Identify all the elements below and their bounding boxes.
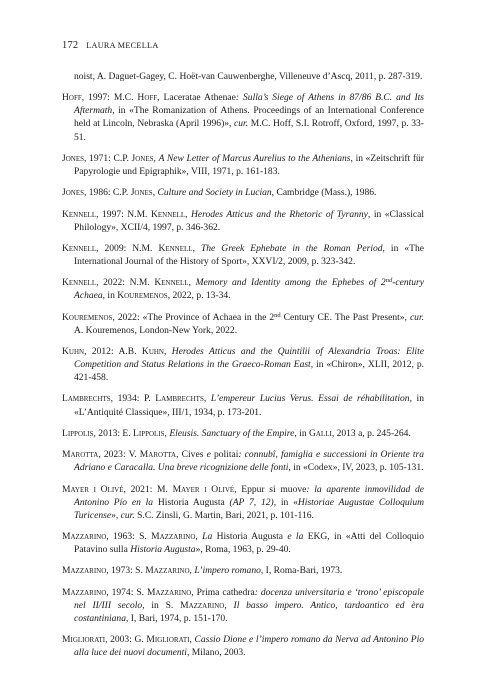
entry-text: : connubî, famiglia e successioni in Oriente tra Adriano e Caracalla. Una breve ricognizione delle fonti bbox=[74, 449, 424, 474]
entry-text: Mazzarino bbox=[62, 530, 107, 542]
entry-text: Lippolis bbox=[62, 427, 94, 439]
entry-text: , 1997: N.M. bbox=[96, 208, 151, 220]
running-header bbox=[62, 40, 159, 51]
entry-text: cur. bbox=[234, 118, 249, 130]
entry-text: A New Letter of Marcus Aurelius to the Athenians bbox=[158, 152, 351, 164]
entry-text: , 1934: P. bbox=[110, 393, 156, 405]
entry-text: politai bbox=[210, 449, 239, 461]
entry-text: », Roma, 1963, p. 29-40. bbox=[195, 544, 291, 556]
entry-text: EKG, in «Atti del Colloquio Patavino sulla bbox=[74, 530, 424, 556]
entry-text: Kennell bbox=[62, 208, 97, 220]
entry-text: , bbox=[224, 599, 234, 611]
entry-text: M.C. Hoff, S.I. Rotroff, Oxford, 1997, p. 33-51. bbox=[74, 118, 424, 143]
entry-text: : la aparente inmovilidad de Antonino Pío en la bbox=[74, 483, 425, 508]
entry-text: Historia Augusta bbox=[130, 544, 196, 556]
entry-text: Marotta bbox=[62, 449, 99, 461]
entry-text: S.C. Zinsli, G. Martin, Bari, 2021, p. 101-116. bbox=[134, 509, 314, 521]
entry-text: Historia Augusta bbox=[212, 530, 288, 542]
entry-text: Kennell bbox=[62, 242, 97, 254]
entry-text: , Milano, 2003. bbox=[186, 647, 246, 659]
entry-text: , bbox=[152, 187, 158, 199]
entry-text: , in S. bbox=[142, 599, 181, 611]
bibliography-entry bbox=[62, 448, 424, 474]
entry-text: , 1986: C.P. bbox=[84, 187, 131, 199]
entry-text: , bbox=[203, 393, 211, 405]
bibliography-entry bbox=[62, 152, 424, 178]
entry-text: Mazzarino bbox=[151, 530, 196, 542]
bibliography-entry bbox=[62, 392, 424, 418]
entry-text: , bbox=[195, 530, 203, 542]
entry-text: , 2022: «The Province of Achaea in the 2 bbox=[112, 311, 275, 323]
bibliography-entry bbox=[62, 70, 424, 83]
entry-text: Jones bbox=[130, 187, 153, 199]
entry-text: noist, A. Daguet-Gagey, C. Hoët-van Cauwenberghe, Villeneuve d’Ascq, 2011, p. 287-319. bbox=[74, 71, 423, 82]
entry-text: Kuhn bbox=[141, 346, 164, 357]
entry-text: cur. bbox=[409, 311, 424, 323]
entry-text: Mazzarino bbox=[62, 586, 107, 598]
entry-text: Jones bbox=[62, 152, 84, 164]
running-head-author: LAURA MECELLA bbox=[86, 41, 159, 50]
entry-text: , in «Codex», IV, 2023, p. 105-131. bbox=[288, 462, 424, 474]
entry-text: , in « bbox=[273, 496, 298, 508]
entry-text: Kouremenos bbox=[62, 311, 113, 323]
entry-text: , in «The Romanization of Athens. Proceedings of an International Conference held at Lincoln, Nebraska (April 1996)», bbox=[74, 105, 424, 130]
entry-text: (AP 7, 12) bbox=[229, 496, 274, 508]
entry-text: L’impero romano bbox=[194, 565, 261, 577]
entry-text: Mazzarino bbox=[180, 599, 225, 611]
entry-text: Historiae Augustae Colloquium Turicense bbox=[74, 496, 424, 521]
entry-text: Herodes Atticus and the Quintilii of Alexandria Troas: Elite Competition and Status Relations in the Graeco-Roman East bbox=[74, 346, 424, 371]
entry-text: , 1997: M.C. bbox=[81, 92, 138, 104]
entry-text: , 2023: V. bbox=[98, 449, 140, 461]
entry-text: Jones bbox=[131, 152, 154, 164]
entry-text: : Sulla’s Siege of Athens in 87/86 B.C. and Its Aftermath bbox=[74, 92, 424, 117]
entry-text: Galli bbox=[308, 427, 332, 439]
entry-text: , bbox=[192, 242, 201, 254]
bibliography-list bbox=[62, 70, 424, 667]
bibliography-entry bbox=[62, 633, 424, 659]
entry-text: Herodes Atticus and the Rhetoric of Tyranny bbox=[191, 208, 368, 220]
entry-text: , 2003: G. bbox=[105, 634, 147, 646]
entry-text: Mazzarino bbox=[62, 565, 107, 577]
entry-text: , 2022, p. 13-34. bbox=[167, 290, 231, 302]
bibliography-entry bbox=[62, 186, 424, 199]
entry-text: Il basso impero. Antico, tardoantico ed èra costantiniana bbox=[74, 599, 425, 624]
entry-text: , 1963: S. bbox=[106, 530, 152, 542]
entry-text: Kuhn bbox=[62, 346, 85, 357]
entry-text: , bbox=[188, 277, 196, 289]
entry-text: , in «Chiron», XLII, 2012, p. 421-458. bbox=[74, 359, 424, 384]
entry-text: , I, Roma-Bari, 1973. bbox=[260, 565, 343, 577]
entry-text: , in «Zeitschrift für Papyrologie und Epigraphik», VIII, 1971, p. 161-183. bbox=[74, 152, 424, 177]
entry-text: Kennell bbox=[150, 208, 186, 220]
entry-text: , 2009: N.M. bbox=[96, 242, 159, 254]
entry-text: , 1971: C.P. bbox=[84, 152, 132, 164]
entry-text: , in bbox=[102, 290, 118, 302]
entry-text: A. Kouremenos, London-New York, 2022. bbox=[74, 324, 238, 336]
entry-text: Century CE. The Past Present», bbox=[280, 311, 410, 323]
entry-text: Kennell bbox=[62, 277, 97, 289]
bibliography-entry bbox=[62, 483, 424, 522]
entry-text: , 1974: S. bbox=[106, 586, 147, 598]
entry-text: Kouremenos bbox=[117, 290, 168, 302]
entry-text: Migliorati bbox=[146, 634, 190, 646]
entry-text: , bbox=[189, 634, 195, 646]
entry-text: , 2013 a, p. 245-264. bbox=[331, 427, 411, 439]
entry-text: , Prima cathedra bbox=[191, 586, 255, 598]
entry-text: , bbox=[153, 152, 159, 164]
entry-text: , bbox=[189, 565, 195, 577]
entry-text: Memory and Identity among the Ephebes of 2 bbox=[195, 277, 386, 289]
entry-text: Historia Augusta bbox=[157, 496, 230, 508]
bibliography-entry bbox=[62, 311, 424, 337]
page-number: 172 bbox=[62, 40, 79, 51]
entry-text: , Cives bbox=[176, 449, 207, 461]
entry-text: La bbox=[202, 530, 213, 542]
bibliography-entry bbox=[62, 276, 424, 302]
entry-text: , 2022: N.M. bbox=[96, 277, 155, 289]
entry-text: Hoff bbox=[137, 92, 158, 104]
entry-text: Cassio Dione e l’impero romano da Nerva ad Antonino Pio alla luce dei nuovi documenti bbox=[74, 634, 425, 659]
bibliography-entry bbox=[62, 208, 424, 234]
entry-text: Marotta bbox=[139, 449, 177, 461]
entry-text: », bbox=[111, 509, 121, 521]
entry-text: e la bbox=[287, 530, 304, 542]
entry-text: nd bbox=[385, 277, 393, 285]
bibliography-entry bbox=[62, 427, 424, 440]
entry-text: Kennell bbox=[154, 277, 189, 289]
entry-text: nd bbox=[274, 311, 281, 319]
entry-text: , in «Classical Philology», XCII/4, 1997, p. 346-362. bbox=[74, 208, 425, 233]
entry-text: Migliorati bbox=[62, 634, 106, 646]
entry-text: Hoff bbox=[62, 92, 82, 104]
entry-text: , bbox=[185, 208, 192, 220]
entry-text: , I, Bari, 1974, p. 151-170. bbox=[125, 612, 228, 624]
entry-text: Lambrechts bbox=[155, 393, 204, 405]
entry-text: , in bbox=[294, 427, 309, 439]
entry-text: , 2021: M. bbox=[123, 483, 173, 495]
entry-text: , 1973: S. bbox=[106, 565, 146, 577]
entry-text: , Cambridge (Mass.), 1986. bbox=[271, 187, 377, 199]
entry-text: , bbox=[164, 427, 170, 439]
bibliography-entry bbox=[62, 345, 424, 384]
entry-text: , Eppur si muove bbox=[234, 483, 307, 495]
entry-text: -century Achaea bbox=[74, 277, 424, 302]
entry-text: , 2013: E. bbox=[93, 427, 134, 439]
entry-text: L’empereur Lucius Verus. Essai de réhabilitation bbox=[210, 393, 410, 405]
entry-text: , in «The International Journal of the History of Sport», XXVI/2, 2009, p. 323-342. bbox=[74, 242, 424, 267]
bibliography-entry bbox=[62, 242, 424, 268]
bibliography-entry bbox=[62, 586, 424, 625]
entry-text: Lippolis bbox=[133, 427, 165, 439]
entry-text: , in «L’Antiquité Classique», III/1, 1934, p. 173-201. bbox=[74, 393, 424, 418]
bibliography-entry bbox=[62, 91, 424, 143]
bibliography-entry bbox=[62, 564, 424, 577]
entry-text: The Greek Ephebate in the Roman Period bbox=[200, 242, 383, 254]
entry-text: Kennell bbox=[158, 242, 193, 254]
bibliography-entry bbox=[62, 530, 424, 556]
entry-text: Eleusis. Sanctuary of the Empire bbox=[169, 427, 295, 439]
entry-text: Mazzarino bbox=[145, 565, 190, 577]
entry-text: Mayer i Olivé bbox=[62, 483, 124, 495]
entry-text: Mayer i Olivé bbox=[172, 483, 235, 495]
entry-text: : docenza universitaria e ‘trono’ episcopale nel II/III secolo bbox=[74, 586, 424, 611]
entry-text: cur. bbox=[120, 509, 135, 521]
entry-text: Jones bbox=[62, 187, 84, 199]
entry-text: , Laceratae Athenae bbox=[157, 92, 236, 104]
entry-text: e bbox=[206, 449, 211, 461]
entry-text: Mazzarino bbox=[146, 586, 192, 598]
entry-text: , bbox=[163, 346, 172, 357]
entry-text: Lambrechts bbox=[62, 393, 111, 405]
entry-text: , 2012: A.B. bbox=[84, 346, 142, 357]
entry-text: Culture and Society in Lucian bbox=[157, 187, 272, 199]
